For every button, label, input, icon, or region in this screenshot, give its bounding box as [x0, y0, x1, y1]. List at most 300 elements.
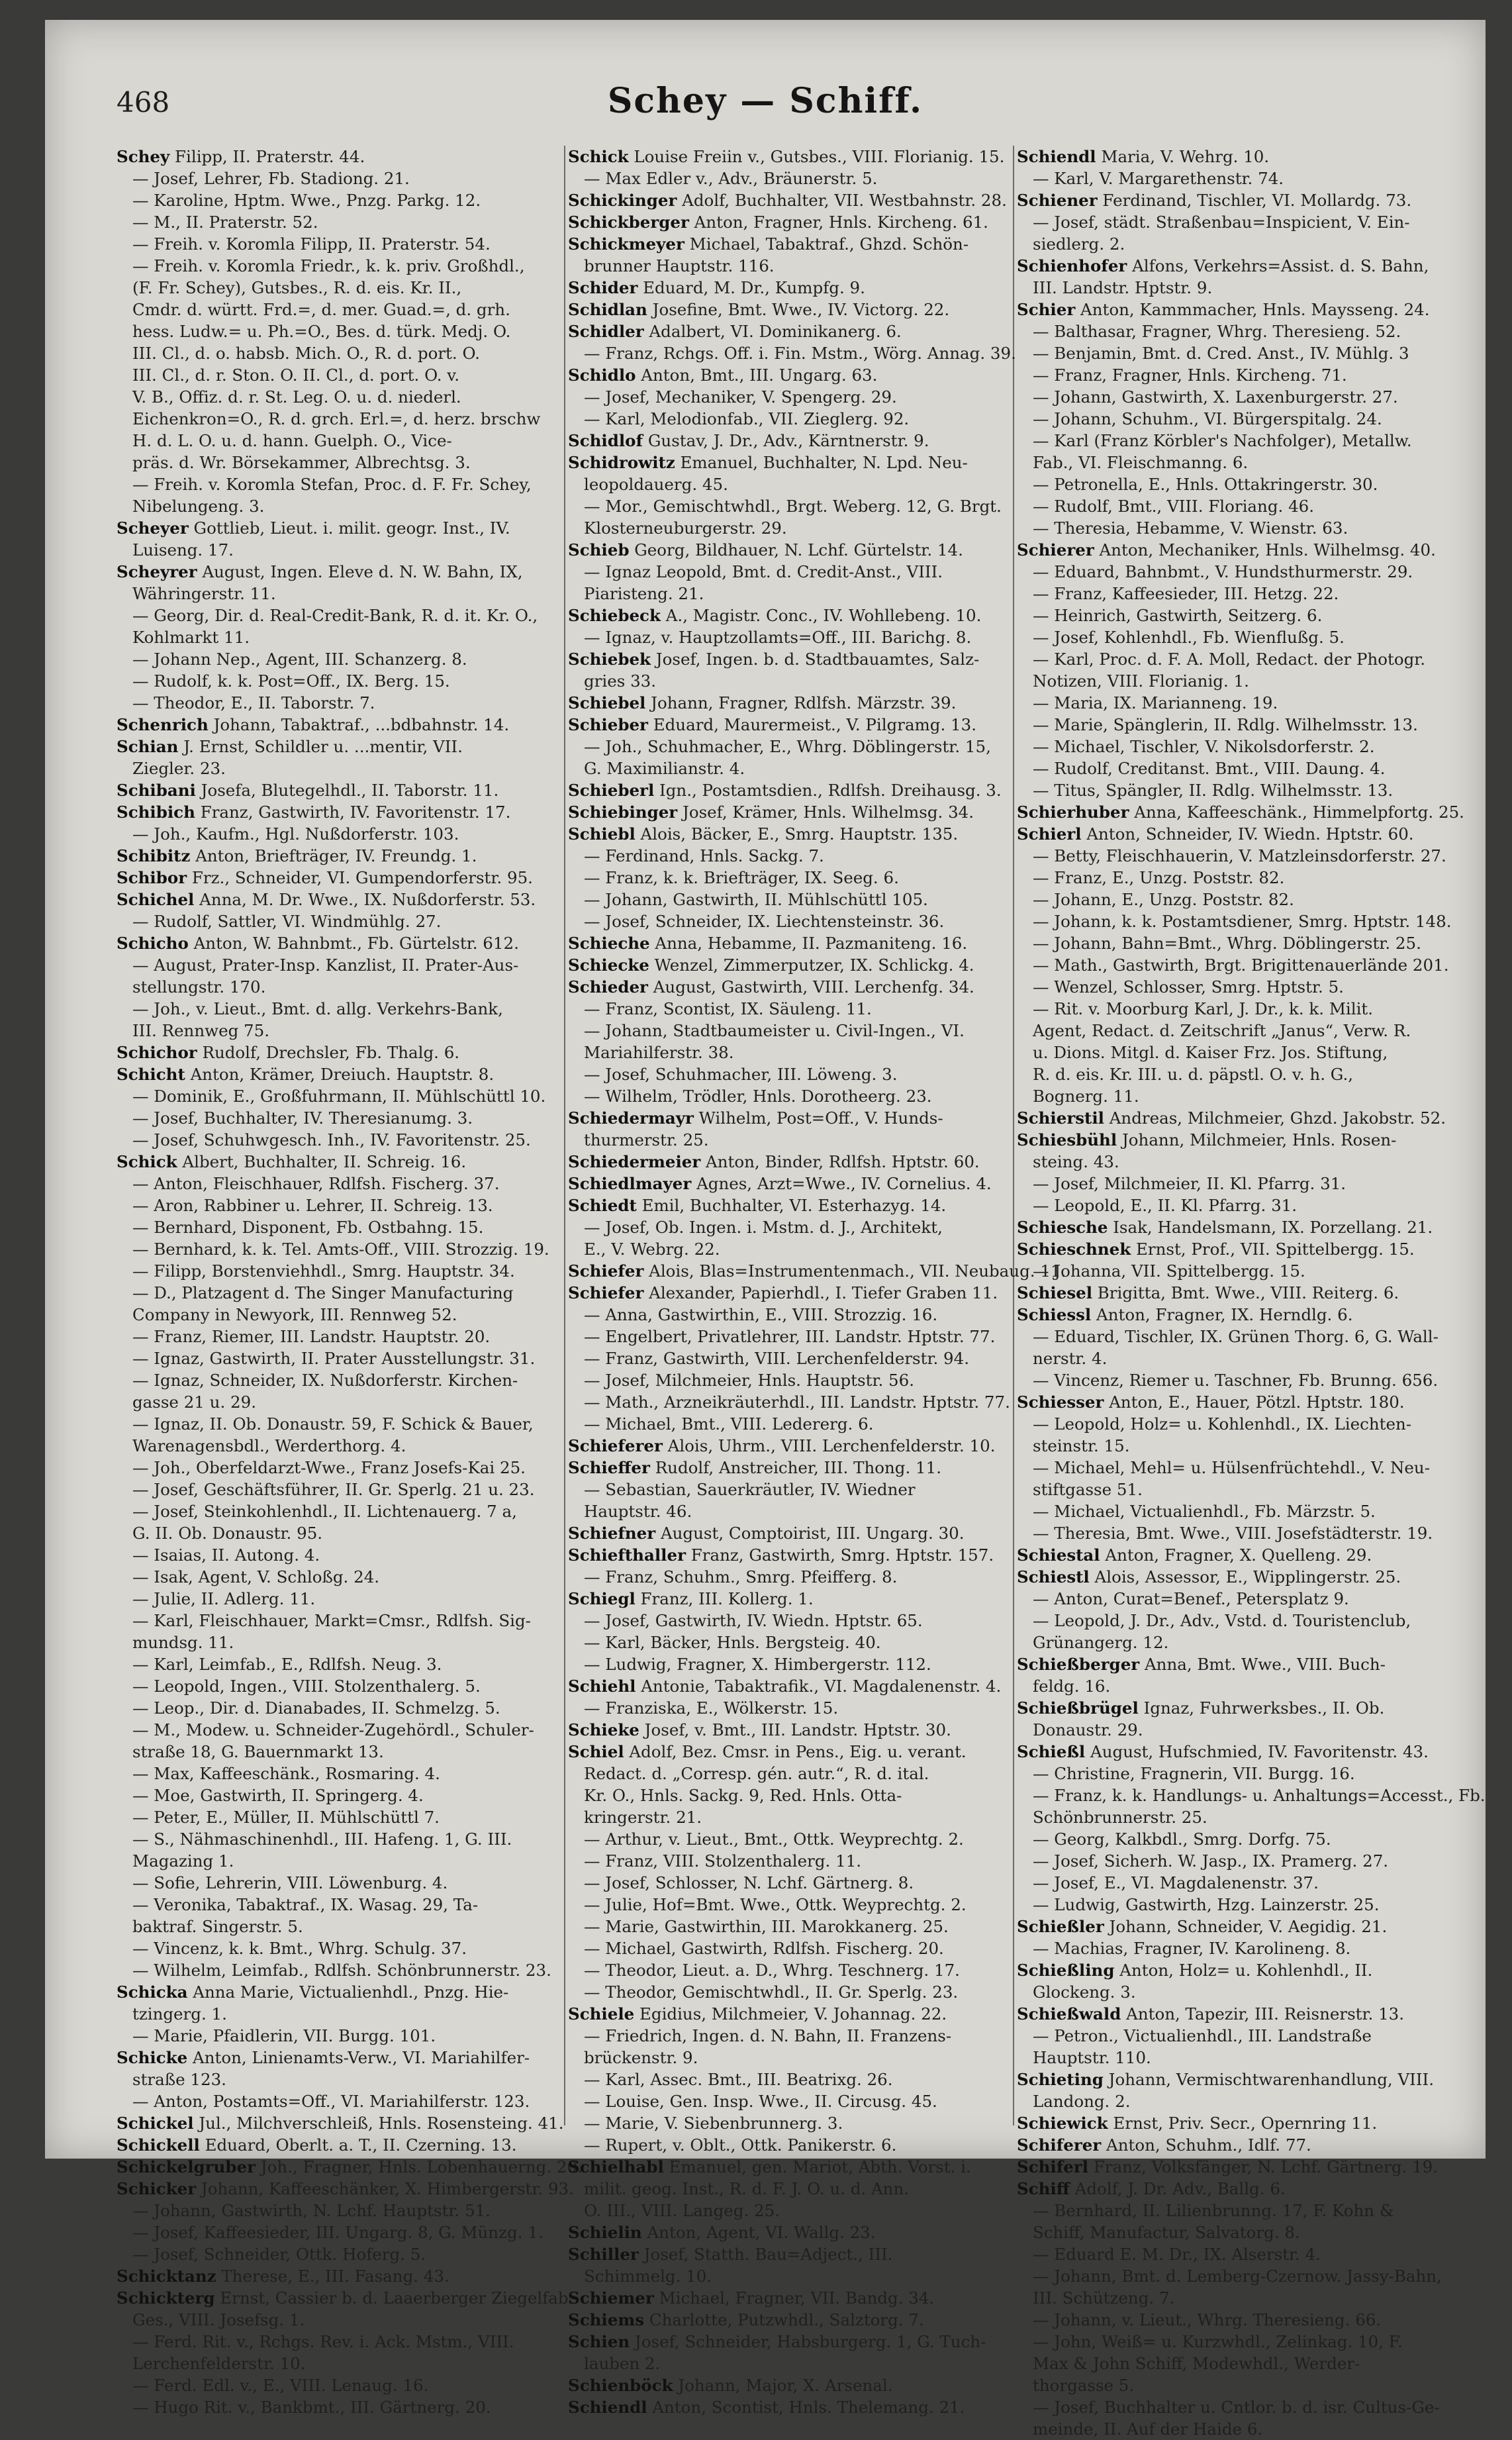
directory-entry	[117, 1741, 560, 1763]
directory-entry	[568, 1042, 1012, 1063]
entry-text: — Michael, Victualienhdl., Fb. Märzstr. 5.	[1033, 1502, 1376, 1521]
entry-text: Max & John Schiff, Modewhdl., Werder-	[1033, 2354, 1360, 2373]
entry-surname: Schiefthaller	[568, 1545, 686, 1565]
directory-entry	[1017, 2047, 1460, 2069]
directory-entry	[1017, 998, 1460, 1020]
directory-entry	[117, 1610, 560, 1632]
entry-surname: Scheyer	[117, 518, 189, 538]
directory-entry	[1017, 2331, 1460, 2353]
entry-text: — Joh., Oberfeldarzt-Wwe., Franz Josefs-Kai 25.	[132, 1458, 526, 1477]
entry-text: Alfons, Verkehrs=Assist. d. S. Bahn,	[1127, 256, 1429, 275]
directory-entry	[1017, 430, 1460, 452]
directory-entry	[117, 1173, 560, 1195]
entry-text: J. Ernst, Schildler u. ...mentir, VII.	[178, 737, 463, 756]
directory-entry	[1017, 2353, 1460, 2374]
entry-text: — Machias, Fragner, IV. Karolineng. 8.	[1033, 1939, 1351, 1958]
directory-entry	[1017, 2003, 1460, 2025]
column-divider	[564, 146, 565, 2125]
directory-entry	[568, 823, 1012, 845]
entry-text: Nibelungeng. 3.	[132, 497, 265, 516]
directory-entry	[117, 2178, 574, 2200]
directory-entry	[568, 277, 1012, 299]
directory-entry	[117, 1282, 560, 1304]
directory-entry	[117, 867, 560, 889]
directory-entry	[117, 1326, 560, 1347]
directory-entry	[568, 1784, 1012, 1806]
entry-surname: Schiel	[568, 1742, 624, 1761]
entry-surname: Schiedlmayer	[568, 1174, 692, 1193]
entry-text: R. d. eis. Kr. III. u. d. päpstl. O. v. h. G.,	[1033, 1065, 1354, 1084]
directory-entry	[568, 2200, 1012, 2221]
directory-entry	[1017, 1151, 1460, 1173]
entry-text: gries 33.	[584, 671, 657, 691]
directory-entry	[117, 1020, 560, 1042]
entry-text: — Leop., Dir. d. Dianabades, II. Schmelzg. 5.	[132, 1698, 500, 1718]
entry-text: — Bernhard, k. k. Tel. Amts-Off., VIII. Strozzig. 19.	[132, 1240, 549, 1259]
entry-text: Luiseng. 17.	[132, 540, 234, 560]
entry-surname: Schielin	[568, 2223, 642, 2242]
entry-text: straße 18, G. Bauernmarkt 13.	[132, 1742, 384, 1761]
entry-surname: Schiesche	[1017, 1218, 1108, 1237]
entry-surname: Schiefer	[568, 1261, 644, 1281]
directory-entry	[117, 823, 560, 845]
directory-entry	[1017, 2396, 1460, 2418]
entry-surname: Schießler	[1017, 1917, 1104, 1936]
directory-entry	[117, 714, 560, 736]
directory-entry	[568, 2156, 1012, 2178]
directory-entry	[568, 2287, 1012, 2309]
entry-text: — Isak, Agent, V. Schloßg. 24.	[132, 1567, 380, 1586]
directory-entry	[1017, 495, 1460, 517]
entry-text: tzingerg. 1.	[132, 2004, 227, 2024]
directory-entry	[117, 889, 560, 910]
entry-text: — Karl, Bäcker, Hnls. Bergsteig. 40.	[584, 1633, 881, 1652]
entry-surname: Schiele	[568, 2004, 635, 2024]
entry-text: Ernst, Priv. Secr., Opernring 11.	[1108, 2114, 1378, 2133]
entry-surname: Schicktanz	[117, 2267, 216, 2286]
entry-surname: Schibor	[117, 868, 187, 887]
entry-text: kringerstr. 21.	[584, 1808, 702, 1827]
entry-text: — Max, Kaffeeschänk., Rosmaring. 4.	[132, 1764, 440, 1783]
entry-text: Anton, Binder, Rdlfsh. Hptstr. 60.	[700, 1152, 980, 1171]
entry-text: Bognerg. 11.	[1033, 1087, 1139, 1106]
entry-surname: Schiendl	[568, 2398, 647, 2417]
entry-text: — Theodor, Lieut. a. D., Whrg. Teschnerg. 17.	[584, 1961, 960, 1980]
entry-text: Anton, Holz= u. Kohlenhdl., II.	[1114, 1961, 1373, 1980]
entry-text: — Sebastian, Sauerkräutler, IV. Wiedner	[584, 1480, 916, 1499]
directory-entry	[117, 2134, 560, 2156]
directory-entry	[1017, 1522, 1460, 1544]
entry-text: — Josef, Gastwirth, IV. Wiedn. Hptstr. 65.	[584, 1611, 923, 1630]
entry-text: Franz, Gastwirth, Smrg. Hptstr. 157.	[685, 1545, 994, 1565]
directory-entry	[1017, 1719, 1460, 1741]
directory-entry	[568, 2221, 1012, 2243]
entry-text: Josef, Krämer, Hnls. Wilhelmsg. 34.	[677, 803, 974, 822]
directory-entry	[1017, 1020, 1460, 1042]
entry-text: Kohlmarkt 11.	[132, 628, 250, 647]
entry-text: Rudolf, Drechsler, Fb. Thalg. 6.	[197, 1043, 460, 1062]
directory-entry	[117, 2353, 560, 2374]
directory-entry	[568, 1937, 1012, 1959]
entry-text: — Bernhard, Disponent, Fb. Ostbahng. 15.	[132, 1218, 484, 1237]
entry-text: — Joh., Schuhmacher, E., Whrg. Döblingerstr. 15,	[584, 737, 991, 756]
directory-entry	[1017, 1347, 1460, 1369]
directory-entry	[568, 299, 1012, 320]
entry-surname: Schider	[568, 278, 638, 297]
entry-text: Anton, Schuhm., Idlf. 77.	[1101, 2135, 1311, 2155]
directory-entry	[568, 1719, 1012, 1741]
entry-surname: Schichel	[117, 890, 195, 909]
entry-text: — Josef, Ob. Ingen. i. Mstm. d. J., Architekt,	[584, 1218, 943, 1237]
entry-text: — Karoline, Hptm. Wwe., Pnzg. Parkg. 12.	[132, 191, 481, 210]
entry-text: Alois, Uhrm., VIII. Lerchenfelderstr. 10.	[662, 1436, 996, 1455]
directory-entry	[568, 1369, 1012, 1391]
entry-surname: Schiemer	[568, 2288, 654, 2308]
entry-text: — Julie, Hof=Bmt. Wwe., Ottk. Weyprechtg. 2.	[584, 1895, 967, 1914]
entry-text: — Theresia, Hebamme, V. Wienstr. 63.	[1033, 518, 1348, 538]
directory-entry	[568, 452, 1012, 473]
directory-entry	[568, 342, 1016, 364]
entry-text: Piaristeng. 21.	[584, 584, 704, 603]
entry-surname: Schicker	[117, 2179, 197, 2198]
directory-entry	[568, 889, 1012, 910]
directory-entry	[568, 2396, 1012, 2418]
entry-text: Michael, Fragner, VII. Bandg. 34.	[653, 2288, 935, 2308]
directory-entry	[1017, 2112, 1460, 2134]
entry-surname: Schickell	[117, 2135, 200, 2155]
directory-entry	[117, 2396, 560, 2418]
entry-text: Landong. 2.	[1033, 2092, 1131, 2111]
directory-entry	[1017, 1326, 1460, 1347]
entry-text: Franz, Volksfänger, N. Lchf. Gärtnerg. 19.	[1088, 2157, 1439, 2176]
directory-entry	[1017, 889, 1460, 910]
entry-text: — Freih. v. Koromla Filipp, II. Praterstr. 54.	[132, 234, 491, 254]
directory-entry	[1017, 561, 1460, 583]
entry-text: Filipp, II. Praterstr. 44.	[169, 147, 365, 166]
column-right	[1017, 146, 1486, 2439]
entry-text: Ernst, Prof., VII. Spittelbergg. 15.	[1131, 1240, 1415, 1259]
directory-entry	[568, 146, 1012, 168]
directory-entry	[1017, 2090, 1460, 2112]
entry-surname: Schiems	[568, 2310, 645, 2329]
directory-entry	[1017, 1937, 1460, 1959]
directory-entry	[117, 408, 560, 430]
entry-text: — Leopold, Ingen., VIII. Stolzenthalerg. 5.	[132, 1677, 481, 1696]
directory-entry	[117, 1369, 560, 1391]
entry-surname: Schicho	[117, 934, 189, 953]
directory-entry	[1017, 1828, 1460, 1850]
entry-text: Josefine, Bmt. Wwe., IV. Victorg. 22.	[647, 300, 950, 319]
entry-surname: Schieber	[568, 715, 648, 734]
directory-entry	[117, 1151, 560, 1173]
entry-text: Albert, Buchhalter, II. Schreig. 16.	[177, 1152, 467, 1171]
directory-entry	[1017, 1457, 1460, 1479]
entry-text: Hauptstr. 110.	[1033, 2048, 1151, 2067]
directory-entry	[117, 386, 560, 408]
entry-surname: Schidlof	[568, 431, 643, 450]
entry-text: Anna, Bmt. Wwe., VIII. Buch-	[1139, 1655, 1386, 1674]
directory-entry	[117, 146, 560, 168]
directory-entry	[117, 1260, 560, 1282]
entry-text: Anton, Fragner, IX. Herndlg. 6.	[1091, 1305, 1353, 1324]
directory-entry	[568, 2112, 1012, 2134]
entry-surname: Schienhofer	[1017, 256, 1127, 275]
directory-entry	[568, 1632, 1012, 1653]
entry-text: Anton, Briefträger, IV. Freundg. 1.	[190, 846, 477, 865]
entry-text: thorgasse 5.	[1033, 2376, 1135, 2395]
directory-entry	[1017, 299, 1460, 320]
entry-text: Brigitta, Bmt. Wwe., VIII. Reiterg. 6.	[1092, 1283, 1399, 1302]
directory-entry	[568, 1850, 1012, 1872]
entry-text: Josef, v. Bmt., III. Landstr. Hptstr. 30.	[639, 1720, 951, 1739]
entry-text: Anton, Scontist, Hnls. Thelemang. 21.	[647, 2398, 965, 2417]
directory-entry	[568, 1304, 1012, 1326]
directory-entry	[1017, 2200, 1460, 2221]
entry-surname: Schien	[568, 2332, 630, 2351]
entry-text: — Ferdinand, Hnls. Sackg. 7.	[584, 846, 824, 865]
directory-entry	[568, 2178, 1012, 2200]
entry-text: Johann, Vermischtwarenhandlung, VIII.	[1103, 2070, 1434, 2089]
directory-entry	[117, 2003, 560, 2025]
directory-entry	[117, 299, 560, 320]
directory-entry	[1017, 2156, 1460, 2178]
entry-text: H. d. L. O. u. d. hann. Guelph. O., Vice-	[132, 431, 452, 450]
entry-text: — Johann, Bmt. d. Lemberg-Czernow. Jassy-Bahn,	[1033, 2267, 1442, 2286]
directory-entry	[568, 670, 1012, 692]
entry-text: Johann, Major, X. Arsenal.	[673, 2376, 893, 2395]
entry-text: — Karl, Assec. Bmt., III. Beatrixg. 26.	[584, 2070, 893, 2089]
entry-text: — Benjamin, Bmt. d. Cred. Anst., IV. Mühlg. 3	[1033, 344, 1409, 363]
directory-entry	[117, 1632, 560, 1653]
entry-surname: Schiferer	[1017, 2135, 1102, 2155]
entry-surname: Schier	[1017, 300, 1076, 319]
entry-surname: Schiebek	[568, 650, 651, 669]
entry-text: — Johann, k. k. Postamtsdiener, Smrg. Hptstr. 148.	[1033, 912, 1452, 931]
entry-text: Michael, Tabaktraf., Ghzd. Schön-	[684, 234, 969, 254]
directory-entry	[568, 2025, 1012, 2047]
directory-entry	[117, 1784, 560, 1806]
directory-entry	[117, 845, 560, 867]
entry-text: — Theresia, Bmt. Wwe., VIII. Josefstädterstr. 19.	[1033, 1524, 1433, 1543]
directory-entry	[1017, 1479, 1460, 1500]
entry-surname: Schiener	[1017, 191, 1098, 210]
entry-surname: Schidrowitz	[568, 453, 675, 472]
entry-text: Ign., Postamtsdien., Rdlfsh. Dreihausg. 3.	[654, 781, 1002, 800]
directory-entry	[1017, 845, 1460, 867]
entry-surname: Schiesbühl	[1017, 1130, 1117, 1149]
entry-text: Louise Freiin v., Gutsbes., VIII. Florianig. 15.	[628, 147, 1005, 166]
directory-entry	[1017, 1894, 1460, 1916]
entry-text: Josef, Statth. Bau=Adject., III.	[638, 2245, 893, 2264]
directory-entry	[568, 1457, 1012, 1479]
entry-text: brunner Hauptstr. 116.	[584, 256, 775, 275]
directory-entry	[1017, 692, 1460, 714]
entry-text: — Franz, Riemer, III. Landstr. Hauptstr. 20.	[132, 1327, 491, 1346]
entry-text: Alois, Blas=Instrumentenmach., VII. Neubaug. 11.	[643, 1261, 1066, 1281]
directory-entry	[568, 1959, 1012, 1981]
directory-entry	[568, 255, 1012, 277]
entry-text: Charlotte, Putzwhdl., Salztorg. 7.	[644, 2310, 924, 2329]
entry-text: — Leopold, J. Dr., Adv., Vstd. d. Touristenclub,	[1033, 1611, 1411, 1630]
directory-entry	[117, 954, 560, 976]
directory-entry	[1017, 757, 1460, 779]
entry-surname: Schieffer	[568, 1458, 650, 1477]
directory-entry	[117, 2047, 560, 2069]
entry-surname: Schickelgruber	[117, 2157, 256, 2176]
directory-entry	[117, 1763, 560, 1784]
entry-text: — Ludwig, Gastwirth, Hzg. Lainzerstr. 25.	[1033, 1895, 1380, 1914]
directory-entry	[117, 539, 560, 561]
entry-text: — Josef, Schuhwgesch. Inh., IV. Favoritenstr. 25.	[132, 1130, 531, 1149]
directory-entry	[117, 1916, 560, 1937]
entry-surname: Schiebel	[568, 693, 646, 712]
entry-text: — Karl, Proc. d. F. A. Moll, Redact. der Photogr.	[1033, 650, 1426, 669]
directory-entry	[568, 1173, 1012, 1195]
entry-text: — Leopold, Holz= u. Kohlenhdl., IX. Liechten-	[1033, 1414, 1412, 1434]
entry-text: Redact. d. „Corresp. gén. autr.“, R. d. ital.	[584, 1764, 929, 1783]
directory-entry	[568, 1566, 1012, 1588]
directory-entry	[117, 1697, 560, 1719]
entry-surname: Schiefner	[568, 1524, 656, 1543]
entry-text: Anton, E., Hauer, Pötzl. Hptstr. 180.	[1104, 1392, 1405, 1412]
directory-entry	[1017, 976, 1460, 998]
entry-text: — Theodor, E., II. Taborstr. 7.	[132, 693, 375, 712]
entry-surname: Schibich	[117, 803, 195, 822]
directory-entry	[117, 1457, 560, 1479]
directory-entry	[1017, 1435, 1460, 1457]
entry-text: Franz, III. Kollerg. 1.	[635, 1589, 814, 1608]
directory-entry	[1017, 342, 1460, 364]
entry-text: — Anton, Curat=Benef., Petersplatz 9.	[1033, 1589, 1349, 1608]
entry-surname: Schieder	[568, 977, 648, 997]
entry-text: Anton, Bmt., III. Ungarg. 63.	[636, 366, 878, 385]
entry-text: — Engelbert, Privatlehrer, III. Landstr. Hptstr. 77.	[584, 1327, 996, 1346]
directory-entry	[117, 561, 560, 583]
directory-entry	[117, 801, 560, 823]
directory-entry	[1017, 1959, 1460, 1981]
entry-text: Kr. O., Hnls. Sackg. 9, Red. Hnls. Otta-	[584, 1786, 902, 1805]
entry-text: — Johann, E., Unzg. Poststr. 82.	[1033, 890, 1294, 909]
directory-entry	[1017, 1129, 1460, 1151]
entry-text: Johann, Kaffeeschänker, X. Himbergerstr. 93.	[196, 2179, 574, 2198]
entry-text: Johann, Milchmeier, Hnls. Rosen-	[1117, 1130, 1397, 1149]
entry-text: — Wilhelm, Leimfab., Rdlfsh. Schönbrunnerstr. 23.	[132, 1961, 551, 1980]
entry-text: — Petron., Victualienhdl., III. Landstraße	[1033, 2026, 1372, 2045]
entry-text: — Josef, Mechaniker, V. Spengerg. 29.	[584, 387, 897, 407]
directory-entry	[117, 757, 560, 779]
directory-entry	[1017, 277, 1460, 299]
directory-entry	[117, 998, 560, 1020]
entry-text: — Leopold, E., II. Kl. Pfarrg. 31.	[1033, 1196, 1298, 1215]
entry-surname: Schibitz	[117, 846, 191, 865]
directory-entry	[1017, 779, 1460, 801]
entry-text: Klosterneuburgerstr. 29.	[584, 518, 787, 538]
directory-entry	[568, 1544, 1012, 1566]
directory-entry	[568, 1610, 1012, 1632]
entry-text: — Josef, Buchhalter, IV. Theresianumg. 3.	[132, 1108, 473, 1128]
directory-entry	[117, 233, 560, 255]
directory-entry	[568, 1500, 1012, 1522]
directory-entry	[1017, 1872, 1460, 1894]
entry-text: — Ignaz, II. Ob. Donaustr. 59, F. Schick & Bauer,	[132, 1414, 534, 1434]
directory-entry	[1017, 823, 1460, 845]
entry-text: Agent, Redact. d. Zeitschrift „Janus“, Verw. R.	[1033, 1021, 1411, 1040]
entry-surname: Schian	[117, 737, 179, 756]
directory-entry	[568, 364, 1012, 386]
entry-text: Emanuel, gen. Mariot, Abth. Vorst. i.	[663, 2157, 971, 2176]
directory-entry	[1017, 1369, 1460, 1391]
entry-text: — Marie, Spänglerin, II. Rdlg. Wilhelmsstr. 13.	[1033, 715, 1418, 734]
entry-text: — Friedrich, Ingen. d. N. Bahn, II. Franzens-	[584, 2026, 952, 2045]
directory-entry	[1017, 910, 1460, 932]
entry-text: Anton, Linienamts-Verw., VI. Mariahilfer-	[187, 2048, 530, 2067]
entry-text: — Michael, Bmt., VIII. Ledererg. 6.	[584, 1414, 874, 1434]
entry-text: Therese, E., III. Fasang. 43.	[216, 2267, 449, 2286]
entry-text: Währingerstr. 11.	[132, 584, 276, 603]
directory-entry	[117, 670, 560, 692]
entry-text: — Mor., Gemischtwhdl., Brgt. Weberg. 12, G. Brgt.	[584, 497, 1002, 516]
entry-text: — Josef, Milchmeier, Hnls. Hauptstr. 56.	[584, 1371, 915, 1390]
entry-text: — Johann, Bahn=Bmt., Whrg. Döblingerstr. 25.	[1033, 934, 1421, 953]
entry-text: — Marie, V. Siebenbrunnerg. 3.	[584, 2114, 843, 2133]
entry-text: straße 123.	[132, 2070, 226, 2089]
directory-entry	[117, 583, 560, 605]
entry-surname: Schick	[117, 1152, 177, 1171]
entry-text: — D., Platzagent d. The Singer Manufacturing	[132, 1283, 514, 1302]
entry-text: — Marie, Gastwirthin, III. Marokkanerg. 25.	[584, 1917, 949, 1936]
entry-text: — Anton, Fleischhauer, Rdlfsh. Fischerg. 37.	[132, 1174, 500, 1193]
directory-entry	[117, 1959, 560, 1981]
directory-entry	[117, 495, 560, 517]
entry-text: Alois, Bäcker, E., Smrg. Hauptstr. 135.	[635, 824, 959, 844]
entry-surname: Schickterg	[117, 2288, 215, 2308]
entry-surname: Schiewick	[1017, 2114, 1108, 2133]
directory-entry	[568, 1675, 1012, 1697]
entry-text: — Johann, v. Lieut., Whrg. Theresieng. 66.	[1033, 2310, 1382, 2329]
entry-surname: Schiebl	[568, 824, 636, 844]
directory-entry	[1017, 2069, 1460, 2090]
entry-text: — Michael, Tischler, V. Nikolsdorferstr. 2.	[1033, 737, 1375, 756]
directory-entry	[1017, 1085, 1460, 1107]
entry-text: — Math., Arzneikräuterhdl., III. Landstr. Hptstr. 77.	[584, 1392, 1010, 1412]
entry-surname: Schiestal	[1017, 1545, 1100, 1565]
directory-entry	[568, 539, 1012, 561]
entry-text: brückenstr. 9.	[584, 2048, 698, 2067]
entry-text: nerstr. 4.	[1033, 1349, 1108, 1368]
directory-entry	[117, 2090, 560, 2112]
entry-text: August, Hufschmied, IV. Favoritenstr. 43.	[1085, 1742, 1429, 1761]
directory-entry	[117, 1304, 560, 1326]
directory-entry	[117, 364, 560, 386]
entry-text: meinde, II. Auf der Haide 6.	[1033, 2419, 1263, 2439]
entry-text: Egidius, Milchmeier, V. Johannag. 22.	[634, 2004, 947, 2024]
directory-entry	[1017, 1850, 1460, 1872]
entry-text: — Eduard, Tischler, IX. Grünen Thorg. 6, G. Wall-	[1033, 1327, 1439, 1346]
entry-text: siedlerg. 2.	[1033, 234, 1125, 254]
directory-entry	[568, 976, 1012, 998]
directory-entry	[1017, 1610, 1460, 1632]
directory-entry	[117, 1391, 560, 1413]
entry-text: Adolf, Bez. Cmsr. in Pens., Eig. u. verant.	[624, 1742, 967, 1761]
directory-entry	[117, 1522, 560, 1544]
entry-surname: Schießl	[1017, 1742, 1086, 1761]
entry-text: Schiff, Manufactur, Salvatorg. 8.	[1033, 2223, 1300, 2242]
entry-text: — Christine, Fragnerin, VII. Burgg. 16.	[1033, 1764, 1355, 1783]
entry-text: — Josef, E., VI. Magdalenenstr. 37.	[1033, 1873, 1319, 1892]
directory-entry	[1017, 801, 1464, 823]
directory-entry	[117, 1806, 560, 1828]
directory-entry	[1017, 2221, 1460, 2243]
